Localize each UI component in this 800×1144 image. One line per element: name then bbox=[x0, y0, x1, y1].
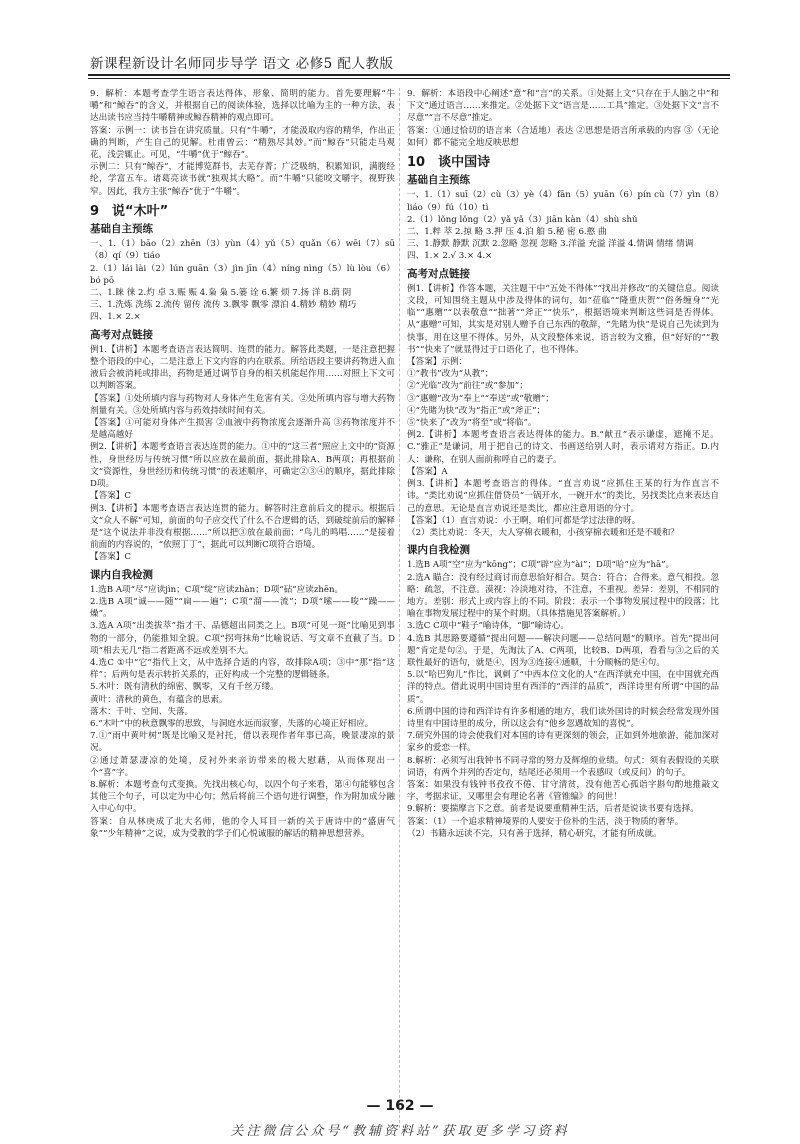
section-10-subtitle-link: 高考对点链接 bbox=[407, 267, 470, 280]
section-9-preview-answers bbox=[90, 238, 395, 323]
running-header: 新课程新设计名师同步导学 语文 必修5 配人教版 bbox=[90, 56, 394, 72]
header-rule bbox=[88, 74, 730, 76]
text-line: （2）书籍永远读不完，只有善于选择，精心研究，才能有所成就。 bbox=[407, 828, 662, 839]
section-9-title: 9 说“木叶” bbox=[90, 203, 169, 219]
text-line: 答案：自从林庚成了北大名师，他的令人耳目一新的关于唐诗中的“盛唐气象”“少年精神”之说，成为受教的学子们心悦诚服的解话的精神思想营养。 bbox=[90, 816, 395, 839]
section-9-subtitle-preview: 基础自主预练 bbox=[90, 223, 153, 236]
text-line: 4.选C ①中“它”指代上文，从中选择合适的内容，故排除A项；③中“那”指“这样”；后两句是表示转折关系的，正好构成一个完整的逻辑链条。 bbox=[90, 657, 395, 681]
text-line: （2）类比劝说：冬天，大人穿棉衣暖和，小孩穿棉衣暖和还是不暖和？ bbox=[407, 527, 679, 538]
section-10-preview-answers bbox=[407, 189, 719, 262]
text-line: 例1.【讲析】本题考查语言表达简明、连贯的能力。解答此类题，一是注意把握整个语段的中心，二是注意上下文内容的内在联系。所给语段主要讲药物进入血液后会被消耗或排出，药物是通过调节自身的相关机能起作用……对照上下文可以判断答案。 bbox=[90, 344, 395, 392]
text-line: 2.（1）lǒng lǒng（2）yǎ yǎ（3）jiān kàn（4）shù shǔ bbox=[407, 214, 638, 225]
text-line: 答案：（1）一个追求精神境界的人要安于俭朴的生活，淡于物质的奢华。 bbox=[407, 816, 684, 827]
text-line: 9.解析：要揣摩言下之意。前者是说要重精神生活，后者是说读书要有选择。 bbox=[407, 804, 699, 815]
text-line: 【答案】C bbox=[90, 491, 131, 502]
text-line: 【答案】①处所填内容与药物对人身体产生危害有关。②处所填内容与增大药物剂量有关。③处所填内容与药效持续时间有关。 bbox=[90, 393, 395, 416]
text-line: 3.选A A项“出类拔萃”指才干、品德超出同类之上。B项“可见一斑”比喻见到事物的一部分，仍能推知全貌。C项“拐弯抹角”比喻说话、写文章不直截了当。D项“相去无几”指二者距离不远或差别不大。 bbox=[90, 621, 395, 656]
text-line: 答案：示例一：读书旨在讲究质量。只有“牛嚼”，才能汲取内容的精华，作出正确的判断，产生自己的见解。杜甫曾云：“精熟尽其妙。”而“鲸吞”只能走马观花，浅尝辄止。可见，“牛嚼”优于“鲸吞”。 bbox=[90, 125, 395, 161]
text-line: 6.所谓中国的诗和西洋诗有许多相通的地方，我们读外国诗的时候会经常发现外国诗里有中国诗里的成分，所以这会有“他乡忽遇故知的喜悦”。 bbox=[407, 706, 719, 729]
section-10-exam-link bbox=[407, 283, 719, 539]
text-line: 例3.【讲析】本题考查语言的得体。“直言劝说”应抓住王某的行为作直言不讳。“类比劝说”应抓住借贷员“一锅开水，一碗开水”的类比，另找类比点来表达自己的意思。无论是直言劝说还是类比，都应注意用语的分寸。 bbox=[407, 479, 719, 514]
text-line: 例2.【讲析】本题考查语言表达得体的能力。B.“献丑”表示谦虚，遮掩不足。C.“雅正”是谦词，用于把自己的诗文、书画送给别人时，表示请对方指正。D.内人：谦称，在别人面前称呼自己的妻子。 bbox=[407, 430, 719, 465]
text-line: 三、1.洗炼 洗练 2.流传 留传 流传 3.飘零 飘零 漂泊 4.精妙 精妙 精巧 bbox=[90, 300, 357, 311]
left-column bbox=[90, 88, 395, 840]
text-line: 答案：如果没有钱钟书孜孜不倦、甘守清贫，没有他苦心孤诣字斟句酌地推敲文字，考据求证，又哪里会有理论名著《管锥编》的问世！ bbox=[407, 779, 719, 803]
left-top-paras bbox=[90, 88, 395, 198]
section-10-subtitle-check: 课内自我检测 bbox=[407, 544, 470, 557]
text-line: 一、1.（1）suī（2）cù（3）yè（4）fān（5）yuān（6）pín cù（7）yìn（8）liáo（9）fú（10）tì bbox=[407, 190, 719, 213]
text-line: 5.木叶：既有清秋的绵密、飘零，又有千丝万缕。 bbox=[90, 682, 279, 693]
text-line: 9．解析：本题考查学生语言表达得体、形象、简明的能力。首先要理解“牛嚼”和“鲸吞”的含义，并根据自己的阅读体验，选择以比喻为主的一种方法，表达出读书应当持牛嚼精神或鲸吞精神的观点即可。 bbox=[90, 89, 395, 124]
text-line: 例1.【讲析】作答本题，关注题干中“五处不得体”“找出并修改”的关键信息。阅读文段，可知围绕主题从中涉及得体的词句，如“莅临”“隆重庆贺”“俗务缠身”“光临”“惠赠”“以表敬意”“拙著”“斧正”“快乐”，根据语境来判断这些词是否得体。从“惠赠”可知，其实是对别人赠予自己东西的敬辞，“先睹为快”是说自己先读到为快事，用在这里不得体。另外，从文段整体来说，语言较为文雅，但“好好的”“教书”“快来了”就显得过于口语化了，也不得体。 bbox=[407, 283, 719, 355]
text-line: 示例二：只有“鲸吞”，才能博览群书，去芜存菁；广泛吸纳，积累知识，满腹经纶，学富五车。诸葛亮读书就“独观其大略”。而“牛嚼”只能咬文嚼字，视野狭窄。因此，我方主张“鲸吞”优于“牛嚼”。 bbox=[90, 162, 395, 197]
text-line: 3.选C C项中“鞋子”喻诗体，“脚”喻诗心。 bbox=[407, 621, 569, 632]
text-line: 二、1.粹 萃 2.掠 略 3.押 压 4.泊 舶 5.秘 密 6.憨 曲 bbox=[407, 227, 607, 238]
text-line: 例2.【讲析】本题考查语言表达连贯的能力。①中的“这三者”照应上文中的“资源性，身世经历与传统习惯”所以应放在最前面，据此排除A、B两项；再根据前文“资源性，身世经历和传统习惯”的表述顺序，可确定②③④的顺序，据此排除D项。 bbox=[90, 442, 395, 490]
text-line: 2.（1）lái lài（2）lún guān（3）jìn jīn（4）níng nìng（5）lù lòu（6）bó pō bbox=[90, 263, 395, 286]
text-line: 落木：千叶、空间、失落。 bbox=[90, 706, 194, 717]
text-line: ①“教书”改为“从教”； bbox=[407, 369, 494, 380]
text-line: 8.解析：本题考查句式变换。先找出核心句，以四个句子来看，第④句能够包含其他三个句子，可以定为中心句；然后将前三个语句进行调整，作为附加成分融入中心句中。 bbox=[90, 779, 395, 815]
text-line: 【答案】C bbox=[90, 552, 131, 563]
text-line: 7.①“雨中黄叶树”既是比喻又是衬托，借以表现作者年事已高，晚景凄凉的景况。 bbox=[90, 731, 395, 754]
text-line: 【答案】①可能对身体产生损害 ②血液中药物浓度会逐渐升高 ③药物浓度并不是越高越好 bbox=[90, 418, 395, 441]
section-10-title: 10 谈中国诗 bbox=[407, 155, 491, 171]
section-10-self-check bbox=[407, 559, 719, 840]
text-line: 三、1.静默 静默 沉默 2.忽略 忽视 忽略 3.洋溢 充溢 洋溢 4.情调 情绪 情调 bbox=[407, 239, 694, 250]
page-number: — 162 — bbox=[366, 1098, 434, 1114]
text-line: 四、1.× 2.× bbox=[90, 312, 141, 323]
section-9-subtitle-check: 课内自我检测 bbox=[90, 568, 153, 581]
text-line: 黄叶：清秋的黄色，有蕴含的思索。 bbox=[90, 694, 228, 705]
header-rule-thin bbox=[88, 78, 730, 79]
text-line: 二、1.睐 徕 2.灼 卓 3.赈 赈 4.枭 枭 5.篓 诠 6.繁 烦 7.扬 洋 8.荫 阴 bbox=[90, 288, 352, 299]
right-top-paras bbox=[407, 88, 719, 149]
right-column bbox=[407, 88, 719, 840]
column-divider bbox=[399, 88, 400, 1128]
text-line: 4.选B 其思路要遵循“提出问题——解决问题——总结问题”的顺序。首先“提出问题”肯定是句②。于是，先淘汰了A、C两项，比较B、D两项，看看与③之后的关联性最好的语句，就是④，因为③连接④通顺，十分顺畅的是④句。 bbox=[407, 633, 719, 668]
text-line: 例3.【讲析】本题考查语言表达连贯的能力。解答时注意前后文的提示。根据后文“众人不解”可知，前面的句子应交代了什么不合逻辑的话，到破绽前后的解释是“这个说法并非没有根据……”所以把③放在最前面；“鸟儿的鸣唱……”是接着前面的内容说的，“依照丁丁”，据此可以判断C项符合语境。 bbox=[90, 503, 395, 551]
text-line: 2.选B A项“诚——随”“扁——遍”；C项“溜——流”；D项“嗦——唆”“躁——燥”。 bbox=[90, 596, 395, 620]
text-line: 2.选A 瞄合：没有经过商讨而意思恰好相合。契合：符合；合得来。意气相投。忽略：疏忽，不注意。漠视：冷淡地对待，不注意，不重视。差异：差别，不相同的地方。差别：形式上或内容上的不同。阶段：表示一个事物发展过程中的段落；比喻在事物发展过程中的某个时期。（具体措施见答案解析。） bbox=[407, 572, 719, 620]
text-line: 6.“木叶”中的秋意飘零的思致，与洞庭水远而寂寥，失落的心境正好相应。 bbox=[90, 718, 374, 729]
text-line: 1.选B A项“空”应为“kōng”；C项“辟”应为“ài”；D项“哈”应为“hā”。 bbox=[407, 560, 675, 571]
section-9-exam-link bbox=[90, 344, 395, 564]
text-line: 四、1.× 2.√ 3.× 4.× bbox=[407, 251, 493, 262]
text-line: ②“光临”改为“前往”或“参加”； bbox=[407, 381, 528, 392]
text-line: 9．解析：本语段中心阐述“意”和“言”的关系。①处据上文“只存在于人脑之中”和下文“通过语言……来推定。②处据下文“语言是……工具”推定。③处据下文“言不尽意”“言不尽意”推定。 bbox=[407, 89, 719, 124]
text-line: 7.研究外国的诗会使我们对本国的诗有更深刻的领会，正如到外地旅游，能加深对家乡的爱恋一样。 bbox=[407, 731, 719, 754]
text-line: ②通过萧瑟凄凉的处境，反衬外来亲访带来的极大慰藉，从而体现出一个“喜”字。 bbox=[90, 755, 395, 778]
text-line: ⑤“快来了”改为“将至”或“将临”。 bbox=[407, 418, 537, 429]
section-10-subtitle-preview: 基础自主预练 bbox=[407, 174, 470, 187]
text-line: 【答案】A bbox=[407, 466, 448, 477]
footer-note: 关注微信公众号“教辅资料站”获取更多学习资料 bbox=[230, 1124, 570, 1139]
text-line: 5.以“哈巴狗儿”作比，讽刺了“中西本位文化的人”在西洋就充中国，在中国就充西洋的特点。借此说明中国诗里有西洋的“西洋的品质”，西洋诗里有所谓“中国的品质”。 bbox=[407, 670, 719, 705]
text-line: ④“先睹为快”改为“指正”或“斧正”； bbox=[407, 405, 546, 416]
text-line: 1.选B A项“尽”应读jìn；C项“绽”应读zhàn；D项“砧”应读zhēn。 bbox=[90, 584, 344, 595]
section-9-self-check bbox=[90, 584, 395, 840]
text-line: 答案：①通过恰切的语言来（合适地）表达 ②思想是语言所承载的内容 ③（无论如何）都不能完全地反映思想 bbox=[407, 125, 719, 148]
section-9-subtitle-link: 高考对点链接 bbox=[90, 328, 153, 341]
text-line: 8.解析：必须写出我钟书不同寻常的努力及辉煌的业绩。句式：须有表假设的关联词语，有两个并列的否定句，结尾还必须用一个表感叹（或反问）的句子。 bbox=[407, 755, 719, 778]
text-line: ③“惠赠”改为“奉上”“奉送”或“敬赠”； bbox=[407, 393, 554, 404]
text-line: 一、1.（1）bāo（2）zhēn（3）yùn（4）yǔ（5）quǎn（6）wēi（7）sū（8）qí（9）tiáo bbox=[90, 239, 395, 262]
text-line: 【答案】（1）直言劝说：小王啊，咱们可都是学过法律的呀。 bbox=[407, 515, 641, 526]
text-line: 【答案】示例： bbox=[407, 357, 468, 368]
